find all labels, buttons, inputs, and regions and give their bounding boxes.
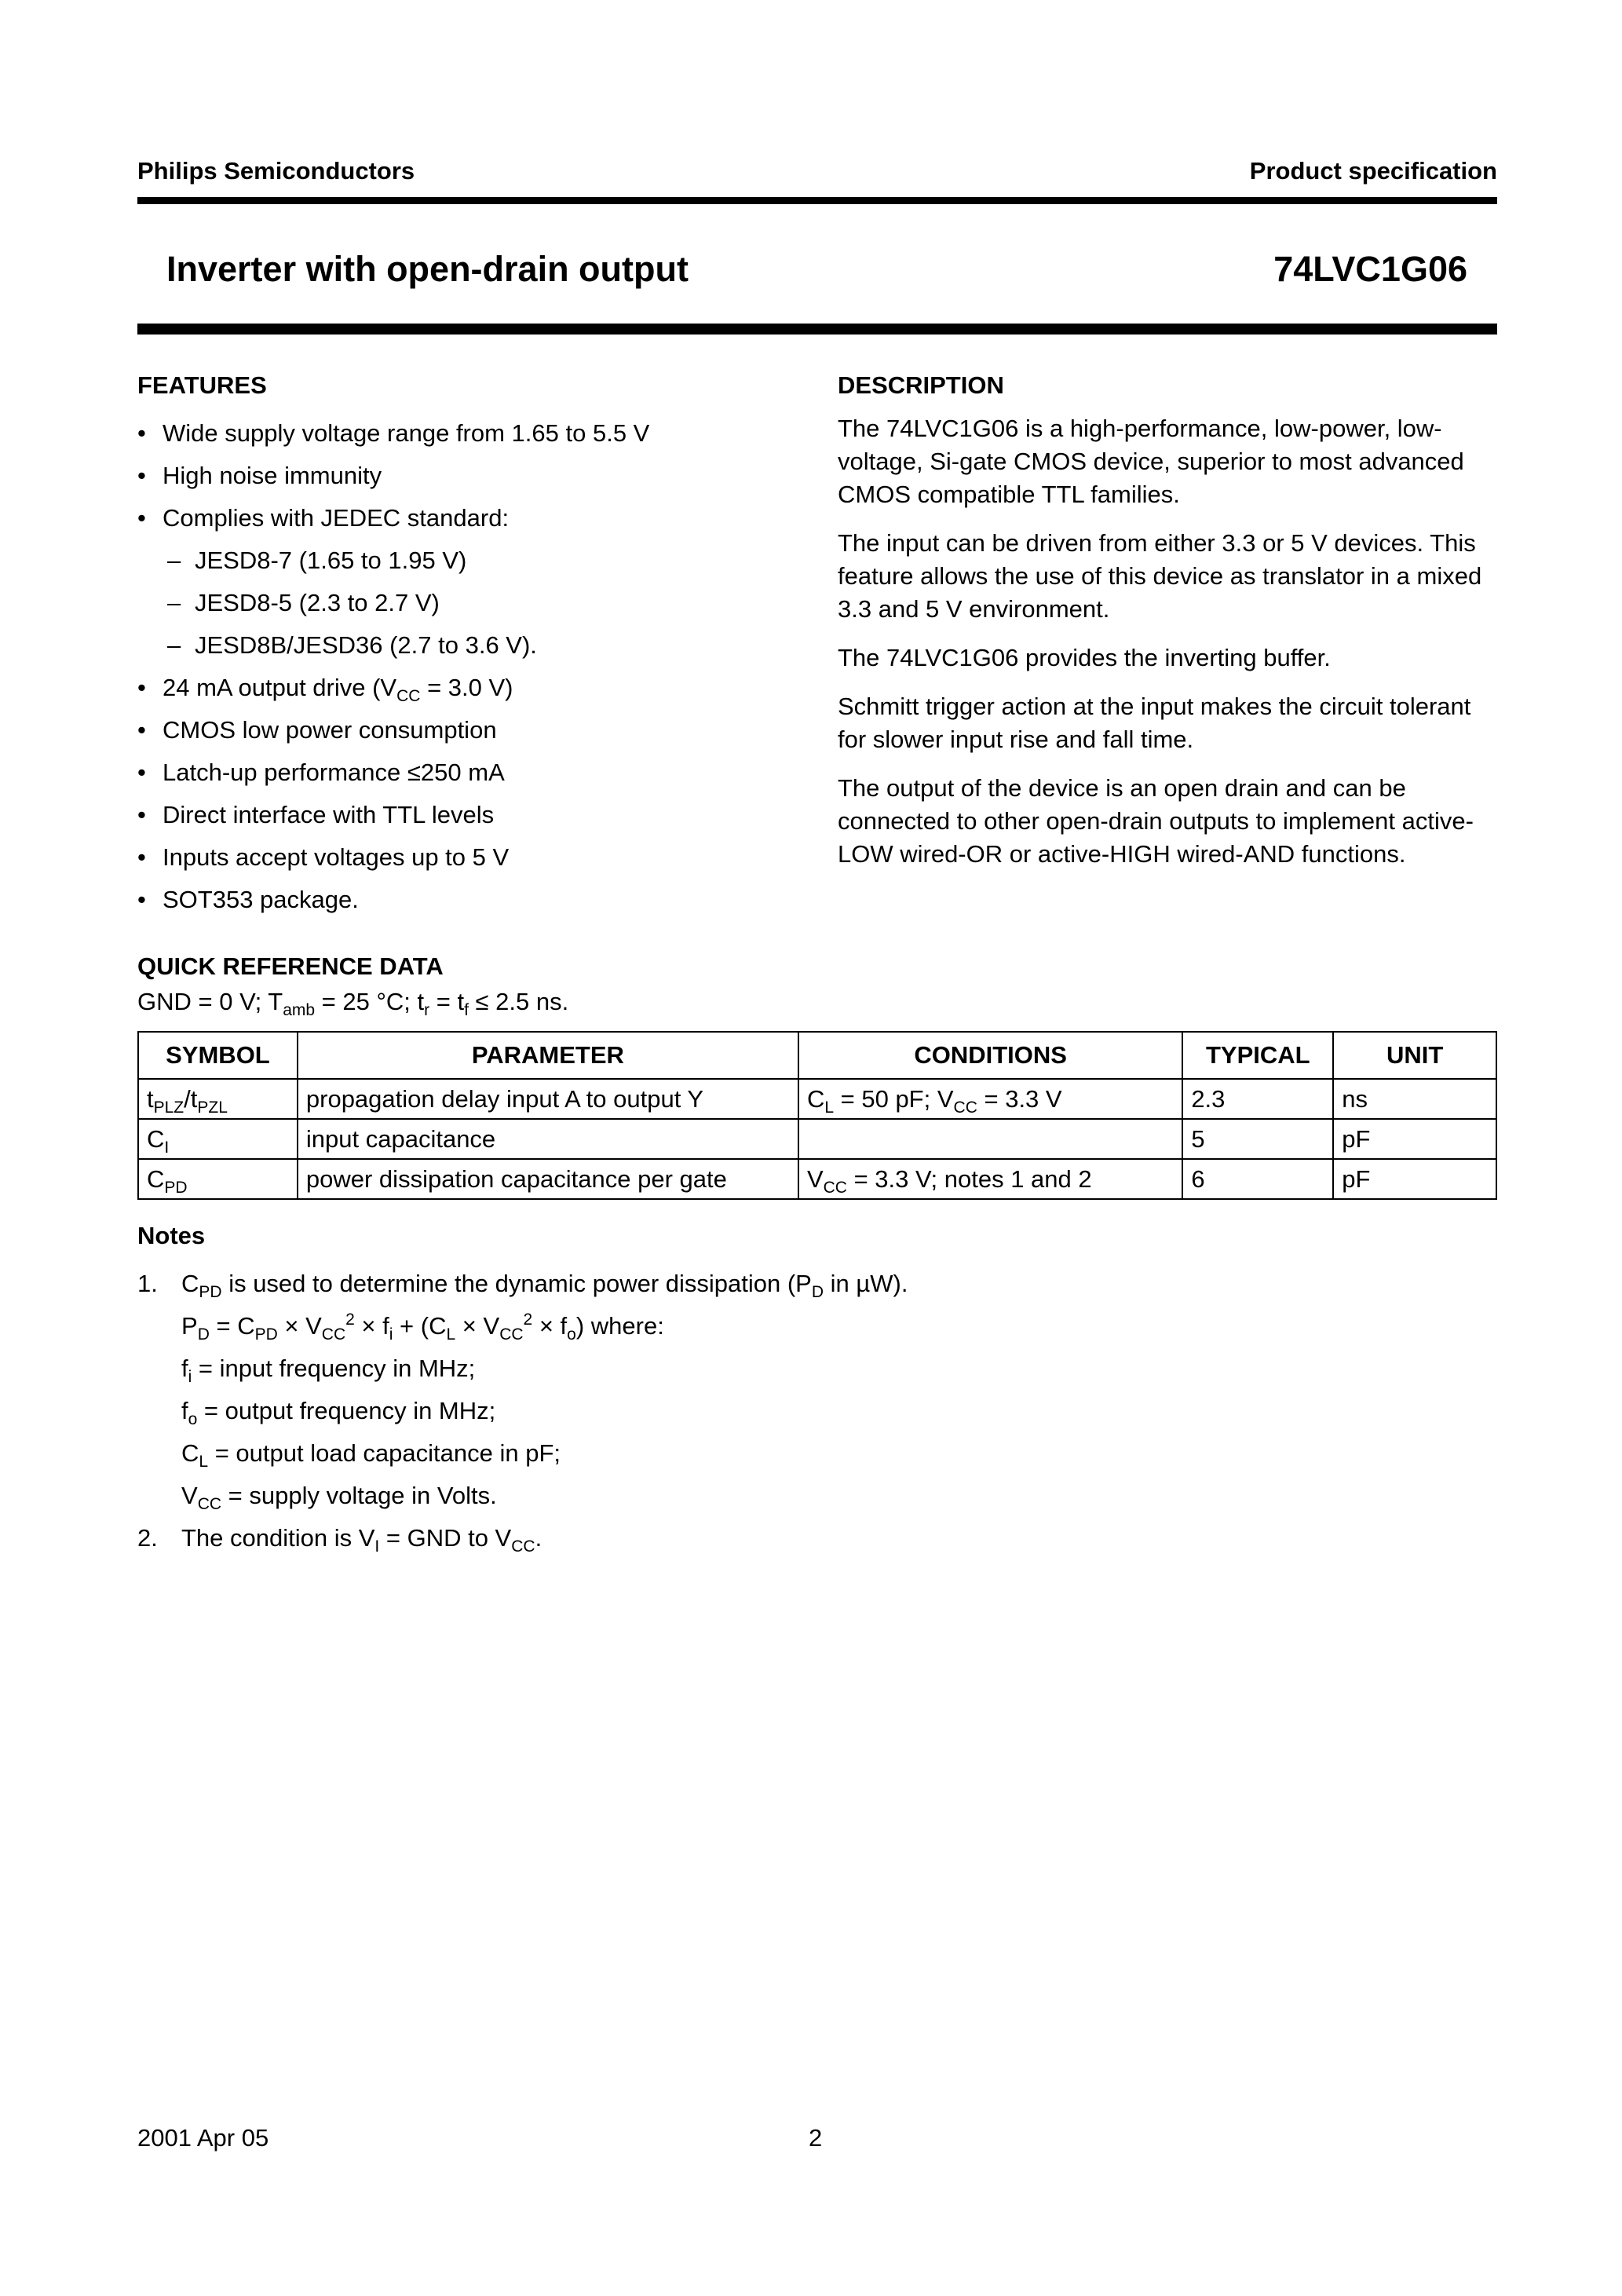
part-number: 74LVC1G06	[1273, 249, 1467, 289]
symbol-cell: $t_{PLZ}/t_{PZL}$	[138, 1079, 298, 1119]
note-formula: $P_D = C_{PD} \times V_{CC}^2 \times f_i + (C_L \times V_{CC}^2 \times f_o)$ where:	[181, 1311, 664, 1344]
column-header: SYMBOL	[138, 1032, 298, 1079]
conditions-cell: $C_L = 50$ pF; $V_{CC} = 3.3$ V	[798, 1079, 1182, 1119]
feature-subitem: – JESD8-7 (1.65 to 1.95 V)	[137, 539, 813, 582]
conditions-cell: $V_{CC} = 3.3$ V; notes 1 and 2	[798, 1159, 1182, 1199]
note-number: 2.	[137, 1524, 158, 1552]
feature-item: • High noise immunity	[137, 455, 813, 497]
note-item: 1. $C_{PD}$ is used to determine the dynamic power dissipation ($P_D$ in µW).	[137, 1263, 908, 1305]
title-rule	[137, 324, 1497, 335]
parameter-cell: propagation delay input A to output Y	[298, 1079, 798, 1119]
description-body	[838, 412, 1497, 871]
description-heading: DESCRIPTION	[838, 371, 1004, 399]
quick-reference-conditions: GND = 0 V; $T_{amb} = 25$ °C; $t_r = t_f \le 2.5$ ns.	[137, 988, 569, 1019]
table-row	[138, 1159, 1496, 1199]
note-definition: $f_i$ = input frequency in MHz;	[181, 1355, 476, 1386]
typical-cell: 2.3	[1182, 1079, 1333, 1119]
table-header-row	[138, 1032, 1496, 1079]
description-paragraph: The 74LVC1G06 is a high-performance, low-power, low-voltage, Si-gate CMOS device, superior to most advanced CMOS compatible TTL families.	[838, 415, 1464, 508]
features-heading: FEATURES	[137, 371, 267, 399]
typical-cell: 6	[1182, 1159, 1333, 1199]
document-type: Product specification	[1249, 157, 1497, 185]
note-definition: $C_L$ = output load capacitance in pF;	[181, 1439, 561, 1471]
feature-item: • Latch-up performance ≤250 mA	[137, 751, 813, 794]
note-definition: $V_{CC}$ = supply voltage in Volts.	[181, 1482, 497, 1513]
description-paragraph: Schmitt trigger action at the input makes the circuit tolerant for slower input rise and fall time.	[838, 693, 1471, 753]
column-header: UNIT	[1333, 1032, 1496, 1079]
feature-item: • Direct interface with TTL levels	[137, 794, 813, 836]
feature-item: • CMOS low power consumption	[137, 709, 813, 751]
description-paragraph: The output of the device is an open drain and can be connected to other open-drain outputs to implement active-LOW wired-OR or active-HIGH wired-AND functions.	[838, 774, 1474, 868]
symbol-cell: $C_I$	[138, 1119, 298, 1159]
footer-date: 2001 Apr 05	[137, 2124, 269, 2152]
feature-item: • Inputs accept voltages up to 5 V	[137, 836, 813, 879]
parameter-cell: power dissipation capacitance per gate	[298, 1159, 798, 1199]
feature-subitem: – JESD8B/JESD36 (2.7 to 3.6 V).	[137, 624, 813, 667]
conditions-cell	[798, 1119, 1182, 1159]
description-paragraph: The input can be driven from either 3.3 or 5 V devices. This feature allows the use of this device as translator in a mixed 3.3 and 5 V environment.	[838, 529, 1482, 623]
notes-list	[137, 1263, 908, 1559]
typical-cell: 5	[1182, 1119, 1333, 1159]
unit-cell: pF	[1333, 1159, 1496, 1199]
features-section	[137, 371, 813, 921]
symbol-cell: $C_{PD}$	[138, 1159, 298, 1199]
quick-reference-table	[137, 1031, 1497, 1200]
note-definition: $f_o$ = output frequency in MHz;	[181, 1397, 496, 1428]
feature-item: • 24 mA output drive ($V_{CC} = 3.0$ V)	[137, 667, 813, 709]
feature-subitem: – JESD8-5 (2.3 to 2.7 V)	[137, 582, 813, 624]
column-header: PARAMETER	[298, 1032, 798, 1079]
column-header: CONDITIONS	[798, 1032, 1182, 1079]
quick-reference-heading: QUICK REFERENCE DATA	[137, 952, 444, 980]
company-name: Philips Semiconductors	[137, 157, 415, 185]
description-section	[838, 371, 1497, 887]
column-header: TYPICAL	[1182, 1032, 1333, 1079]
page-title: Inverter with open-drain output	[166, 249, 689, 289]
notes-heading: Notes	[137, 1222, 206, 1249]
feature-item: • SOT353 package.	[137, 879, 813, 921]
parameter-cell: input capacitance	[298, 1119, 798, 1159]
description-paragraph: The 74LVC1G06 provides the inverting buffer.	[838, 644, 1331, 671]
header-rule	[137, 197, 1497, 204]
note-number: 1.	[137, 1270, 158, 1297]
unit-cell: ns	[1333, 1079, 1496, 1119]
table-row	[138, 1119, 1496, 1159]
table-row	[138, 1079, 1496, 1119]
features-list	[137, 412, 813, 921]
feature-item: • Complies with JEDEC standard:	[137, 497, 813, 539]
feature-item: • Wide supply voltage range from 1.65 to 5.5 V	[137, 412, 813, 455]
note-item: 2. The condition is $V_I$ = GND to $V_{CC}$.	[137, 1517, 908, 1559]
page-number: 2	[809, 2124, 823, 2152]
unit-cell: pF	[1333, 1119, 1496, 1159]
